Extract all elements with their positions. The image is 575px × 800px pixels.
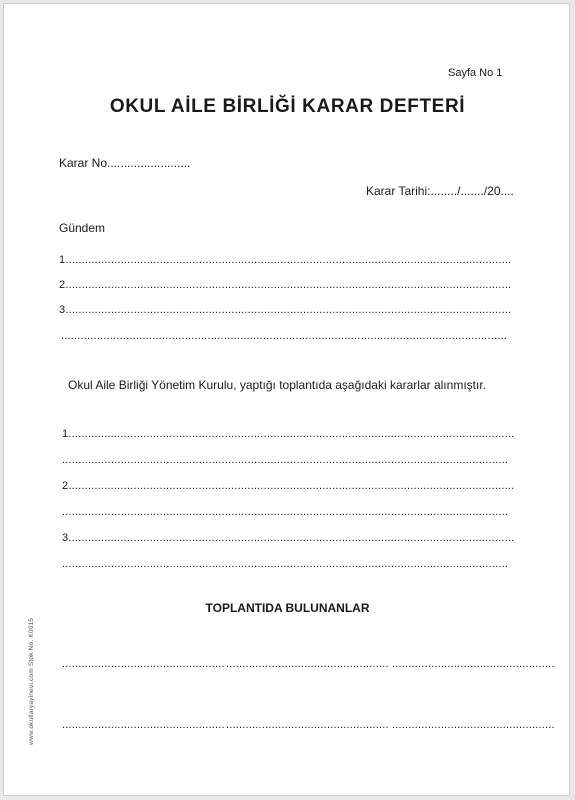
agenda-line-4: ......................................................................................................................................... [61, 330, 508, 342]
decision-line-3: 3......................................................................................................................................... [62, 532, 515, 544]
agenda-heading: Gündem [59, 221, 106, 235]
signature-line: .................................................. [226, 658, 389, 670]
decision-line-2: 2......................................................................................................................................... [62, 480, 515, 492]
decision-line-1: 1......................................................................................................................................... [62, 428, 515, 440]
page-number: Sayfa No 1 [448, 67, 503, 79]
document-title: OKUL AİLE BİRLİĞİ KARAR DEFTERİ [109, 96, 466, 117]
document-page [3, 3, 570, 796]
decisions-intro: Okul Aile Birliği Yönetim Kurulu, yaptığı toplantıda aşağıdaki kararlar alınmıştır. [68, 378, 486, 392]
signature-line: .................................................. [62, 658, 225, 670]
decision-number-field: Karar No......................... [59, 156, 191, 170]
signature-line: .................................................. [392, 658, 555, 670]
agenda-line-1: 1......................................................................................................................................... [59, 254, 512, 266]
decision-line-3b: ......................................................................................................................................... [62, 558, 509, 570]
decision-line-1b: ......................................................................................................................................... [62, 454, 509, 466]
signature-line: .................................................. [226, 719, 389, 731]
signature-line: .................................................. [392, 719, 555, 731]
signature-line: .................................................. [62, 719, 225, 731]
publisher-stock-note: www.okullaryayinevi.com Stok No. K0015 [28, 617, 35, 745]
decision-line-2b: ......................................................................................................................................... [62, 506, 509, 518]
agenda-line-2: 2......................................................................................................................................... [59, 279, 512, 291]
agenda-line-3: 3......................................................................................................................................... [59, 304, 512, 316]
decision-date-field: Karar Tarihi:......../......./20.... [366, 184, 514, 198]
attendees-title: TOPLANTIDA BULUNANLAR [205, 601, 370, 615]
